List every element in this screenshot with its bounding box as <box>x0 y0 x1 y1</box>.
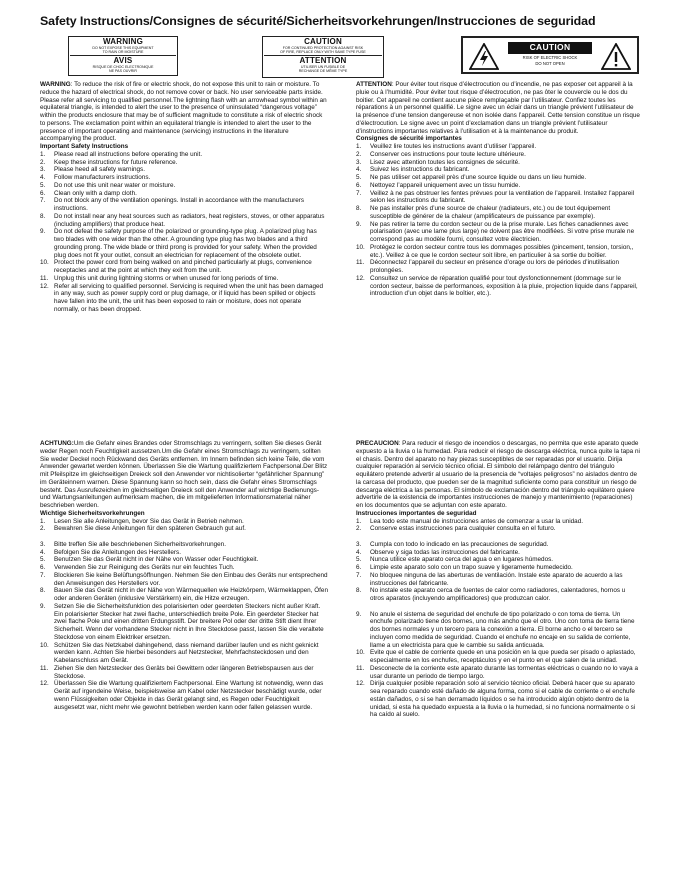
item-number: 12. <box>356 274 365 282</box>
item-text: Suivez les instructions du fabricant. <box>370 166 470 174</box>
english-section <box>40 81 328 314</box>
item-text: Nettoyez l’appareil uniquement avec un tissu humide. <box>370 181 521 189</box>
list-item <box>40 518 328 526</box>
item-text: Evite que el cable de corriente quede en una posición en la que pueda ser pisado o aplastado, especialmente en los enchufes, receptáculos y en el punto en el que salen de la unidad. <box>370 649 636 664</box>
item-text: Schützen Sie das Netzkabel dahingehend, dass niemand darüber laufen und es nicht geknickt werden kann. Achten Sie hierbei besonders auf Netzstecker, Mehrfachsteckdosen und den Kabelanschluss am Gerät. <box>54 641 319 664</box>
item-number: 3. <box>356 158 362 166</box>
list-item <box>356 182 640 190</box>
item-number: 7. <box>40 197 46 205</box>
item-number: 9. <box>40 228 46 236</box>
item-text: Unplug this unit during lightning storms or when unused for long periods of time. <box>54 274 279 282</box>
shock-label-center <box>508 42 592 70</box>
intro-text: : To reduce the risk of fire or electric shock, do not expose this unit to rain or moisture. To reduce the hazard of electrical shock, do not remove cover or back. No user serviceable parts inside. Please refer all servicing to qualified personnel.The lightning flash with an arrowhead symbol within an equilateral triangle, is intended to alert the user to the presence of uninsulated “dangerous voltage” within the products enclosure that may be of sufficient magnitude to constitute a risk of electric shock to persons. The exclamation point within an equilateral triangle is intended to alert the user to the presence of important operating and maintenance (servicing) instructions in the literature accompanying the product. <box>40 81 327 143</box>
list-item <box>40 665 328 681</box>
item-number: 5. <box>40 556 46 564</box>
list-item <box>40 525 328 533</box>
item-text: Protégez le cordon secteur contre tous les dommages possibles (pincement, tension, torsion,, etc.). Veillez à ce que le cordon secteur soit libre, en particulier à sa sortie du boîtier. <box>370 243 634 259</box>
item-number: 4. <box>40 548 46 556</box>
item-number: 10. <box>40 641 49 649</box>
list-item <box>356 275 640 298</box>
item-text: Please read all instructions before operating the unit. <box>54 150 203 158</box>
item-number: 6. <box>40 564 46 571</box>
item-text: Follow manufacturers instructions. <box>54 174 151 181</box>
list-item <box>356 525 640 533</box>
item-text: Überlassen Sie die Wartung qualifiziertem Fachpersonal. Eine Wartung ist notwendig, wenn das Gerät auf irgendeine Weise, beispielsweise am Kabel oder Netzstecker beschädigt wurde, oder wenn Flüssigkeiten oder Objekte in das Gerät gelangt sind, es Regen oder Feuchtigkeit ausgesetzt war, nicht mehr wie gewohnt betrieben werden kann oder fallen gelassen wurde. <box>54 680 324 711</box>
caution-label-line: RECHANGE DE MÊME TYPE <box>298 69 348 74</box>
item-text: Do not defeat the safety purpose of the polarized or grounding-type plug. A polarized plug has two blades with one wider than the other. A grounding type plug has two blades and a third grounding prong. The wide blade or third prong is provided for your safety. When the provided plug does not fit your outlet, consult an electrician for replacement of the obsolete outlet. <box>54 228 317 259</box>
list-item <box>356 680 640 719</box>
item-number: 5. <box>40 181 46 189</box>
section-heading: Wichtige Sicherheitsvorkehrungen <box>40 509 145 517</box>
item-text: Ne pas utiliser cet appareil près d’une source liquide ou dans un lieu humide. <box>370 174 587 181</box>
list-item <box>40 541 328 549</box>
intro-paragraph <box>40 440 328 510</box>
instruction-list <box>356 518 640 720</box>
item-number: 11. <box>356 259 365 267</box>
item-number: 4. <box>356 548 362 556</box>
item-number: 11. <box>40 274 49 282</box>
item-number: 1. <box>356 143 362 150</box>
caution-label-line: OF FIRE, REPLACE ONLY WITH SAME TYPE FUSE <box>280 50 366 55</box>
item-number: 3. <box>356 540 362 548</box>
warning-label-line: RISQUE DE CHOC ELECTRONIQUE <box>92 65 154 70</box>
list-item <box>40 556 328 564</box>
item-text: Cumpla con todo lo indicado en las precauciones de seguridad. <box>370 540 549 548</box>
list-item <box>40 603 328 642</box>
list-item <box>40 213 328 229</box>
section-heading: Consignes de sécurité importantes <box>356 135 462 143</box>
item-number: 8. <box>40 212 46 220</box>
item-number: 2. <box>356 525 362 533</box>
item-text: Déconnectez l’appareil du secteur en présence d’orage ou lors de périodes d’inutilisation prolongées. <box>370 259 619 274</box>
item-number: 12. <box>40 680 49 688</box>
item-number: 7. <box>356 189 362 197</box>
list-item <box>356 259 640 275</box>
item-number: 7. <box>40 571 46 579</box>
item-text: Bauen Sie das Gerät nicht in der Nähe von Wärmequellen wie Heizkörpern, Wärmeklappen, Öfen oder anderen Geräten (inklusive Verstärkern) ein, die Hitze erzeugen. <box>54 587 328 602</box>
item-number: 7. <box>356 571 362 579</box>
exclamation-warning-icon <box>601 43 631 70</box>
item-text: Bitte treffen Sie alle beschriebenen Sicherheitsvorkehrungen. <box>54 540 226 548</box>
instruction-list <box>40 151 328 314</box>
french-section <box>356 81 640 298</box>
list-item <box>40 159 328 167</box>
spanish-section <box>356 440 640 719</box>
item-text: Lea todo este manual de instrucciones antes de comenzar a usar la unidad. <box>370 517 584 525</box>
item-number: 8. <box>356 587 362 595</box>
german-section <box>40 440 328 711</box>
item-text: Refer all servicing to qualified personnel. Servicing is required when the unit has been damaged in any way, such as power supply cord or plug damage, or if liquid has been spilled or objects have fallen into the unit, the unit has been exposed to rain or moisture, does not operate normally, or has been dropped. <box>54 282 324 313</box>
item-text: No instale este aparato cerca de fuentes de calor como radiadores, calentadores, hornos u otros aparatos (incluyendo amplificadores) que produzcan calor. <box>370 587 626 602</box>
item-text: Conserve estas instrucciones para cualquier consulta en el futuro. <box>370 525 556 533</box>
intro-text: : Para reducir el riesgo de incendios o descargas, no permita que este aparato quede expuesto a la lluvia o la humedad. Para reducir el riesgo de descarga eléctrica, nunca quite la tapa ni el chasis. Dentro del aparato no hay piezas susceptibles de ser reparadas por el usuario. Dirija cualquier reparación al servicio técnico oficial. El símbolo del relámpago dentro del triángulo equilátero pretende advertir al usuario de la presencia de “voltajes peligrosos” no aislados dentro de la carcasa del producto, que pueden ser de la magnitud suficiente como para constituir un riesgo de descarga eléctrica a las personas. El símbolo de exclamación dentro del triángulo equilátero quiere advertirle de la existencia de importantes instrucciones de manejo y mantenimiento (reparaciones) en los documentos que se adjuntan con este aparato. <box>356 440 640 509</box>
list-item <box>40 549 328 557</box>
item-number: 1. <box>356 517 362 525</box>
list-item <box>356 190 640 206</box>
item-text: Keep these instructions for future reference. <box>54 158 178 166</box>
warning-label-line: NE PAS OUVRIR <box>109 69 137 74</box>
item-number: 5. <box>356 556 362 564</box>
item-number: 1. <box>40 150 46 158</box>
item-number: 12. <box>40 282 49 290</box>
item-number: 6. <box>40 189 46 197</box>
list-item <box>40 587 328 603</box>
warning-label <box>68 36 178 76</box>
item-text: Bewahren Sie diese Anleitungen für den späteren Gebrauch gut auf. <box>54 525 246 533</box>
list-item <box>356 611 640 650</box>
list-item <box>40 259 328 275</box>
item-number: 2. <box>40 525 46 533</box>
warning-label-line: DO NOT EXPOSE THIS EQUIPMENT <box>92 46 154 50</box>
warning-lead: ATTENTION <box>356 81 392 88</box>
list-item <box>356 587 640 603</box>
fuse-caution-label <box>262 36 384 78</box>
caution-label-line: FOR CONTINUED PROTECTION AGAINST RISK <box>282 46 364 50</box>
list-item <box>40 680 328 711</box>
warning-lead: PRECAUCION <box>356 440 399 447</box>
list-item <box>356 205 640 221</box>
item-text: No bloquee ninguna de las aberturas de ventilación. Instale este aparato de acuerdo a las instrucciones del fabricante. <box>370 571 623 587</box>
item-text: No anule el sistema de seguridad del enchufe de tipo polarizado o con toma de tierra. Un enchufe polarizado tiene dos bornes, uno más ancho que el otro. Uno con toma de tierra tiene dos bornes normales y un tercero para la conexión a tierra. El borne ancho o el tercero se incluyen como medida de seguridad. Cuando el enchufe no encaje en su salida de corriente, llame a un electricista para que le cambie su salida anticuada. <box>370 610 635 649</box>
intro-text: Um die Gefahr eines Brandes oder Stromschlags zu verringern, sollten Sie dieses Gerät weder Regen noch Feuchtigkeit aussetzen.Um die Gefahr eines Stromschlags zu verringern, sollten Sie weder Deckel noch Rückwand des Geräts entfernen. Im Innern befinden sich keine Teile, die vom Anwender gewartet werden können. Überlassen Sie die Wartung qualifiziertem Fachpersonal.Der Blitz mit Pfeilspitze im gleichseitigen Dreieck soll den Anwender vor nichtisolierter “gefährlicher Spannung” im Geräteinnern warnen. Diese Spannung kann so hoch sein, dass die Gefahr eines Stromschlags besteht. Das Ausrufezeichen im gleichseitigen Dreieck soll den Anwender auf wichtige Bedienungs- und Wartungsanleitungen aufmerksam machen, die im mitgelieferten Informationsmaterial näher beschrieben werden. <box>40 440 328 509</box>
item-number: 11. <box>40 664 49 672</box>
item-number: 3. <box>40 540 46 548</box>
list-item <box>40 642 328 665</box>
section-heading: Important Safety Instructions <box>40 143 129 150</box>
item-text: Please heed all safety warnings. <box>54 166 145 174</box>
item-text: Observe y siga todas las instrucciones del fabricante. <box>370 548 520 556</box>
list-item <box>356 244 640 260</box>
list-item <box>356 541 640 549</box>
list-item <box>40 166 328 174</box>
item-number: 10. <box>356 649 365 657</box>
list-item <box>40 182 328 190</box>
list-item <box>356 564 640 572</box>
list-item <box>356 665 640 681</box>
item-number: 8. <box>40 587 46 595</box>
item-text: Setzen Sie die Sicherheitsfunktion des polarisierten oder geerdeten Steckers nicht außer Kraft. Ein polarisierter Stecker hat zwei flache, unterschiedlich breite Pole. Ein geerdeter Stecker hat zwei flache Pole und einen dritten Erdungsstift. Der breitere Pol oder der dritte Stift dient Ihrer Sicherheit. Wenn der vorhandene Stecker nicht in Ihre Steckdose passt, lassen Sie die veraltete Steckdose von einem Elektriker ersetzen. <box>54 602 324 641</box>
electric-shock-caution-label <box>461 36 639 74</box>
attention-label-heading: ATTENTION <box>299 56 347 66</box>
item-number: 10. <box>40 259 49 267</box>
list-item <box>356 518 640 526</box>
item-text: Lisez avec attention toutes les consignes de sécurité. <box>370 158 520 166</box>
list-item <box>356 572 640 588</box>
list-item <box>356 174 640 182</box>
list-item <box>356 159 640 167</box>
intro-paragraph <box>40 81 328 143</box>
warning-lead: ACHTUNG: <box>40 440 74 447</box>
item-text: Benutzen Sie das Gerät nicht in der Nähe von Wasser oder Feuchtigkeit. <box>54 556 259 564</box>
list-item <box>356 549 640 557</box>
item-text: Do not install near any heat sources such as radiators, heat registers, stoves, or other apparatus (including amplifiers) that produce heat. <box>54 212 325 228</box>
item-text: Do not use this unit near water or moisture. <box>54 181 176 189</box>
item-number: 6. <box>356 181 362 189</box>
caution-label-heading: CAUTION <box>304 37 342 46</box>
item-text: Do not block any of the ventilation openings. Install in accordance with the manufacturers instructions. <box>54 197 305 212</box>
item-text: Veuillez lire toutes les instructions avant d’utiliser l’appareil. <box>370 143 537 150</box>
item-number: 5. <box>356 174 362 181</box>
warning-lead: WARNING <box>40 81 71 88</box>
item-text: Protect the power cord from being walked on and pinched particularly at plugs, convenience receptacles and at the point at which they exit from the unit. <box>54 259 312 274</box>
intro-text: : Pour éviter tout risque d’électrocution ou d’incendie, ne pas exposer cet appareil à la pluie ou à l’humidité. Pour éviter tout risque d’électrocution, ne pas ôter le couvercle ou le dos du boitier. Cet appareil ne contient aucune pièce remplaçable par l’utilisateur. Confiez toutes les réparations à un personnel qualifié. Le signe avec un éclair dans un triangle prévient l’utilisateur de la présence d’une tension dangereuse et non isolée dans l’appareil. Cette tension constitue un risque d’électrocution. Le signe avec un point d’exclamation dans un triangle prévient l’utilisateur d’instructions importantes relatives à l’utilisation et à la maintenance du produit. <box>356 81 640 135</box>
item-text: Clean only with a damp cloth. <box>54 189 137 197</box>
list-item <box>356 221 640 244</box>
warning-labels-row <box>0 36 680 78</box>
list-item <box>40 197 328 213</box>
section-heading: Instrucciones importantes de seguridad <box>356 509 477 517</box>
list-item <box>356 143 640 151</box>
list-item <box>40 564 328 572</box>
item-text: Consultez un service de réparation qualifié pour tout dysfonctionnement (dommage sur le cordon secteur, baisse de performances, exposition à la pluie, projection liquide dans l’appareil, introduction d’un objet dans le boîtier, etc.). <box>370 274 638 298</box>
list-item <box>40 151 328 159</box>
list-item <box>40 190 328 198</box>
item-text: Limpie este aparato solo con un trapo suave y ligeramente humedecido. <box>370 564 573 571</box>
item-number: 11. <box>356 664 365 672</box>
intro-paragraph <box>356 440 640 510</box>
warning-label-line: TO RAIN OR MOISTURE <box>102 50 144 55</box>
item-text: Dirija cualquier posible reparación solo al servicio técnico oficial. Deberá hacer que su aparato sea reparado cuando esté dañado de alguna forma, como si el cable de corriente o el enchufe están dañados, o si se han derramado líquidos o se ha introducido algún objeto dentro de la unidad, si esta ha quedado expuesta a la lluvia o la humedad, si no funciona normalmente o si ha caído al suelo. <box>370 680 636 719</box>
instruction-list <box>356 143 640 298</box>
item-text: Ziehen Sie den Netzstecker des Geräts bei Gewittern oder längeren Betriebspausen aus der Steckdose. <box>54 664 314 680</box>
shock-label-line: RISK OF ELECTRIC SHOCK <box>522 54 578 60</box>
item-number: 9. <box>356 220 362 228</box>
list-item <box>356 649 640 665</box>
item-text: Lesen Sie alle Anleitungen, bevor Sie das Gerät in Betrieb nehmen. <box>54 517 244 525</box>
item-text: Blockieren Sie keine Belüftungsöffnungen. Nehmen Sie den Einbau des Geräts nur entsprechend den Anweisungen des Herstellers vor. <box>54 571 328 587</box>
item-text: Desconecte de la corriente este aparato durante las tormentas eléctricas o cuando no lo vaya a usar durante un periodo de tiempo largo. <box>370 664 639 680</box>
item-text: Ne pas installer près d’une source de chaleur (radiateurs, etc.) ou de tout équipement susceptible de générer de la chaleur (amplificateurs de puissance par exemple). <box>370 205 611 220</box>
item-number: 9. <box>356 610 362 618</box>
shock-label-heading: CAUTION <box>508 42 592 54</box>
list-item <box>356 151 640 159</box>
list-item <box>40 228 328 259</box>
page-title: Safety Instructions/Consignes de sécurité/Sicherheitsvorkehrungen/Instrucciones de seguridad <box>40 14 596 28</box>
caution-label-line: UTILISER UN FUSIBLE DE <box>300 65 346 70</box>
item-number: 4. <box>356 166 362 174</box>
item-number: 10. <box>356 243 365 251</box>
shock-label-line: DO NOT OPEN <box>535 60 565 66</box>
item-number: 6. <box>356 564 362 571</box>
item-number: 2. <box>40 158 46 166</box>
item-text: Befolgen Sie die Anleitungen des Herstellers. <box>54 548 181 556</box>
item-text: Veillez à ne pas obstruer les fentes prévues pour la ventilation de l’appareil. Installez l’appareil selon les instructions du fabricant. <box>370 189 635 205</box>
item-number: 1. <box>40 517 46 525</box>
warning-label-heading: WARNING <box>102 37 144 46</box>
item-number: 4. <box>40 174 46 181</box>
item-number: 12. <box>356 680 365 688</box>
list-item <box>356 166 640 174</box>
item-text: Nunca utilice este aparato cerca del agua o en lugares húmedos. <box>370 556 554 564</box>
lightning-warning-icon <box>469 43 499 70</box>
item-number: 3. <box>40 166 46 174</box>
intro-paragraph <box>356 81 640 135</box>
item-text: Verwenden Sie zur Reinigung des Geräts nur ein feuchtes Tuch. <box>54 564 235 571</box>
list-item <box>40 174 328 182</box>
item-number: 2. <box>356 150 362 158</box>
item-text: Ne pas retirer la terre du cordon secteur ou de la prise murale. Les fiches canadiennes avec polarisation (avec une lame plus large) ne doivent pas être modifiées. Si votre prise murale ne correspond pas au modèle fourni, consultez votre électricien. <box>370 220 635 243</box>
item-number: 9. <box>40 602 46 610</box>
item-number: 8. <box>356 205 362 212</box>
list-item <box>40 283 328 314</box>
list-item <box>40 275 328 283</box>
list-item <box>356 556 640 564</box>
list-item <box>40 572 328 588</box>
instruction-list <box>40 518 328 712</box>
item-text: Conserver ces instructions pour toute lecture ultérieure. <box>370 150 526 158</box>
avis-label-heading: AVIS <box>113 56 133 66</box>
